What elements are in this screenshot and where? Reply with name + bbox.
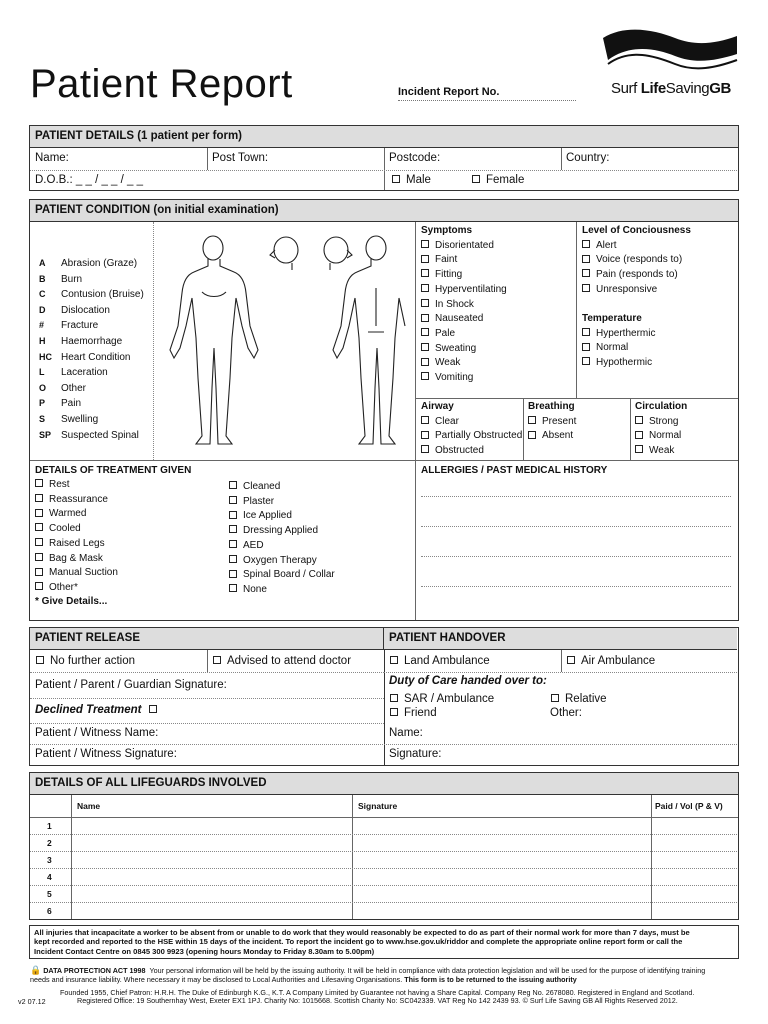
checkbox[interactable] [421, 445, 429, 453]
version-label: v2 07.12 [18, 997, 46, 1006]
checkbox[interactable] [421, 299, 429, 307]
checkbox[interactable] [421, 314, 429, 322]
circulation-0[interactable]: Strong [635, 415, 687, 430]
air-ambulance-checkbox[interactable]: Air Ambulance [567, 655, 655, 667]
postcode-label: Postcode: [389, 152, 441, 164]
lifeguards-heading: DETAILS OF ALL LIFEGUARDS INVOLVED [30, 773, 738, 795]
checkbox[interactable] [421, 269, 429, 277]
founded-notice: Founded 1955, Chief Patron: H.R.H. The Duke of Edinburgh K.G., K.T. A Company Limited by Guarantee not having a Share Capital. Company Reg No. 2678080. Registered in England and Scotland. [60, 988, 695, 997]
treatment-4[interactable]: Raised Legs [35, 537, 118, 552]
checkbox[interactable] [229, 481, 237, 489]
legend-item: H Haemorrhage [39, 335, 123, 347]
checkbox[interactable] [229, 540, 237, 548]
incident-report-label: Incident Report No. [398, 86, 500, 98]
treatment-3[interactable]: Cooled [35, 522, 118, 537]
temperature-list: Temperature Hyperthermic Normal Hypothermic [582, 312, 655, 371]
checkbox[interactable] [421, 240, 429, 248]
checkbox[interactable] [421, 343, 429, 351]
col-name-header: Name [77, 801, 101, 811]
treatment-r-7[interactable]: None [229, 583, 335, 598]
checkbox[interactable] [421, 358, 429, 366]
checkbox[interactable] [35, 582, 43, 590]
legend-item: A Abrasion (Graze) [39, 258, 138, 269]
country-label: Country: [566, 152, 610, 164]
checkbox[interactable] [421, 372, 429, 380]
advised-doctor-checkbox[interactable]: Advised to attend doctor [213, 655, 351, 667]
treatment-5[interactable]: Bag & Mask [35, 552, 118, 567]
legend-item: HC Heart Condition [39, 351, 131, 363]
logo-text: Surf LifeSavingGB [611, 80, 731, 97]
patient-condition-section [29, 199, 739, 621]
female-checkbox[interactable]: Female [472, 174, 524, 186]
legend-item: # Fracture [39, 320, 99, 332]
checkbox[interactable] [229, 570, 237, 578]
airway-1[interactable]: Partially Obstructed [421, 429, 522, 444]
symptom-0[interactable]: Disorientated [421, 239, 507, 254]
checkbox[interactable] [35, 494, 43, 502]
table-row[interactable] [30, 851, 737, 852]
lifeguard-row-number: 4 [47, 872, 52, 882]
symptom-6[interactable]: Pale [421, 327, 507, 342]
patient-handover-heading: PATIENT HANDOVER [384, 628, 737, 650]
witness-name-label: Patient / Witness Name: [35, 727, 159, 739]
patient-details-section [29, 125, 739, 191]
treatment-list-right [229, 480, 335, 598]
lock-icon: 🔒 [30, 965, 42, 975]
treatment-r-3[interactable]: Dressing Applied [229, 524, 335, 539]
treatment-list-left [35, 478, 118, 596]
checkbox[interactable] [35, 523, 43, 531]
no-further-action-checkbox[interactable]: No further action [36, 655, 135, 667]
legend-item: S Swelling [39, 413, 99, 425]
checkbox[interactable] [35, 568, 43, 576]
lifeguard-row-number: 3 [47, 855, 52, 865]
checkbox[interactable] [421, 284, 429, 292]
checkbox[interactable] [229, 584, 237, 592]
registered-notice: Registered Office: 19 Southernhay West, Exeter EX1 1PJ. Charity No: 1015668. Scottish Charity No: SC042339. VAT Reg No 142 2439 93. © Surf Life Saving GB All Rights Reserved 2012. [77, 996, 678, 1005]
treatment-r-4[interactable]: AED [229, 539, 335, 554]
symptom-4[interactable]: In Shock [421, 298, 507, 313]
lifeguard-row-number: 5 [47, 889, 52, 899]
treatment-heading: DETAILS OF TREATMENT GIVEN [35, 465, 192, 476]
witness-signature-label: Patient / Witness Signature: [35, 748, 177, 760]
consciousness-0[interactable]: Alert [582, 239, 691, 254]
declined-treatment-checkbox[interactable]: Declined Treatment [35, 704, 163, 716]
legend-item: L Laceration [39, 367, 108, 379]
table-row[interactable] [30, 885, 737, 886]
airway-list: Airway Clear Partially Obstructed Obstructed [421, 400, 522, 459]
checkbox[interactable] [35, 553, 43, 561]
checkbox[interactable] [229, 511, 237, 519]
symptoms-list: Symptoms Disorientated Faint Fitting Hyperventilating In Shock Nauseated Pale Sweating Weak Vomiting [421, 224, 507, 386]
legend-item: D Dislocation [39, 304, 110, 316]
relative-checkbox[interactable]: Relative [551, 693, 607, 705]
treatment-r-1[interactable]: Plaster [229, 495, 335, 510]
consciousness-1[interactable]: Voice (responds to) [582, 253, 691, 268]
guardian-signature-label: Patient / Parent / Guardian Signature: [35, 679, 227, 691]
riddor-notice: All injuries that incapacitate a worker to be absent from or unable to do work that they would reasonably be expected to do as part of their normal work for more than 7 days, must be kept recorded and reported to the HSE within 15 days of the incident. To report the incident go to www.hse.gov.uk/riddor and complete the appropriate online report form or call the Incident Contact Centre on 0845 300 9923 (opening hours Monday to Friday 8.30am to 5.00pm) [29, 925, 739, 959]
body-diagram[interactable] [158, 228, 408, 450]
patient-details-heading: PATIENT DETAILS (1 patient per form) [30, 126, 738, 148]
incident-report-field[interactable] [398, 100, 576, 101]
checkbox[interactable] [35, 509, 43, 517]
treatment-2[interactable]: Warmed [35, 507, 118, 522]
treatment-1[interactable]: Reassurance [35, 493, 118, 508]
checkbox[interactable] [635, 416, 643, 424]
injury-legend [39, 256, 144, 443]
checkbox[interactable] [582, 255, 590, 263]
checkbox[interactable] [528, 431, 536, 439]
breathing-0[interactable]: Present [528, 415, 576, 430]
symptom-3[interactable]: Hyperventilating [421, 283, 507, 298]
checkbox[interactable] [421, 255, 429, 263]
checkbox[interactable] [582, 343, 590, 351]
treatment-r-0[interactable]: Cleaned [229, 480, 335, 495]
col-paid-header: Paid / Vol (P & V) [655, 801, 723, 811]
circulation-list: Circulation Strong Normal Weak [635, 400, 687, 459]
table-row[interactable] [30, 902, 737, 903]
checkbox[interactable] [421, 328, 429, 336]
legend-item: C Contusion (Bruise) [39, 289, 144, 301]
lifeguard-row-number: 6 [47, 906, 52, 916]
data-protection-notice: 🔒 DATA PROTECTION ACT 1998 Your personal information will be held by the issuing authority. It will be held in compliance with data protection legislation and will be used for the purpose of identifying training needs and insurance liability. Where necessary it may be disclosed to Local Authorities and Lifesaving Organisations. This form is to be returned to the issuing authority [30, 965, 706, 984]
treatment-6[interactable]: Manual Suction [35, 566, 118, 581]
airway-0[interactable]: Clear [421, 415, 522, 430]
checkbox[interactable] [35, 538, 43, 546]
checkbox[interactable] [582, 328, 590, 336]
treatment-7[interactable]: Other* [35, 581, 118, 596]
sar-ambulance-checkbox[interactable]: SAR / Ambulance [390, 693, 494, 705]
dob-label: D.O.B.: _ _ / _ _ / _ _ [35, 174, 144, 186]
treatment-0[interactable]: Rest [35, 478, 118, 493]
male-checkbox[interactable]: Male [392, 174, 431, 186]
other-label: Other: [550, 707, 582, 719]
legend-item: B Burn [39, 273, 83, 285]
post-town-label: Post Town: [212, 152, 269, 164]
treatment-r-2[interactable]: Ice Applied [229, 509, 335, 524]
checkbox[interactable] [421, 416, 429, 424]
consciousness-2[interactable]: Pain (responds to) [582, 268, 691, 283]
lifeguards-section [29, 772, 739, 920]
treatment-r-6[interactable]: Spinal Board / Collar [229, 568, 335, 583]
col-signature-header: Signature [358, 801, 398, 811]
patient-release-heading: PATIENT RELEASE [30, 628, 384, 650]
checkbox[interactable] [582, 357, 590, 365]
allergies-heading: ALLERGIES / PAST MEDICAL HISTORY [421, 465, 608, 476]
breathing-1[interactable]: Absent [528, 429, 576, 444]
breathing-list: Breathing Present Absent [528, 400, 576, 444]
lifeguard-row-number: 1 [47, 821, 52, 831]
temperature-0[interactable]: Hyperthermic [582, 327, 655, 342]
consciousness-3[interactable]: Unresponsive [582, 283, 691, 298]
lifeguard-row-number: 2 [47, 838, 52, 848]
handover-signature-label: Signature: [389, 748, 442, 760]
symptom-1[interactable]: Faint [421, 253, 507, 268]
handover-name-label: Name: [389, 727, 423, 739]
circulation-1[interactable]: Normal [635, 429, 687, 444]
symptom-2[interactable]: Fitting [421, 268, 507, 283]
checkbox[interactable] [35, 479, 43, 487]
legend-item: SP Suspected Spinal [39, 429, 139, 441]
symptom-7[interactable]: Sweating [421, 342, 507, 357]
table-row[interactable] [30, 834, 737, 835]
circulation-2[interactable]: Weak [635, 444, 687, 459]
airway-2[interactable]: Obstructed [421, 444, 522, 459]
friend-checkbox[interactable]: Friend [390, 707, 437, 719]
checkbox[interactable] [582, 240, 590, 248]
symptom-9[interactable]: Vomiting [421, 371, 507, 386]
treatment-r-5[interactable]: Oxygen Therapy [229, 554, 335, 569]
temperature-1[interactable]: Normal [582, 341, 655, 356]
checkbox[interactable] [229, 525, 237, 533]
legend-item: P Pain [39, 398, 82, 410]
checkbox[interactable] [229, 555, 237, 563]
checkbox[interactable] [635, 445, 643, 453]
legend-item: O Other [39, 382, 87, 394]
temperature-2[interactable]: Hypothermic [582, 356, 655, 371]
symptom-8[interactable]: Weak [421, 356, 507, 371]
name-label: Name: [35, 152, 69, 164]
checkbox[interactable] [528, 416, 536, 424]
checkbox[interactable] [582, 284, 590, 292]
checkbox[interactable] [421, 431, 429, 439]
land-ambulance-checkbox[interactable]: Land Ambulance [390, 655, 490, 667]
release-handover-section [29, 627, 739, 766]
table-row[interactable] [30, 868, 737, 869]
give-details-label: * Give Details... [35, 596, 108, 607]
page-title: Patient Report [30, 62, 293, 106]
checkbox[interactable] [229, 496, 237, 504]
checkbox[interactable] [582, 269, 590, 277]
symptom-5[interactable]: Nauseated [421, 312, 507, 327]
duty-of-care-label: Duty of Care handed over to: [389, 675, 547, 687]
checkbox[interactable] [635, 431, 643, 439]
patient-condition-heading: PATIENT CONDITION (on initial examination) [30, 200, 738, 222]
consciousness-list: Level of Conciousness Alert Voice (responds to) Pain (responds to) Unresponsive [582, 224, 691, 298]
